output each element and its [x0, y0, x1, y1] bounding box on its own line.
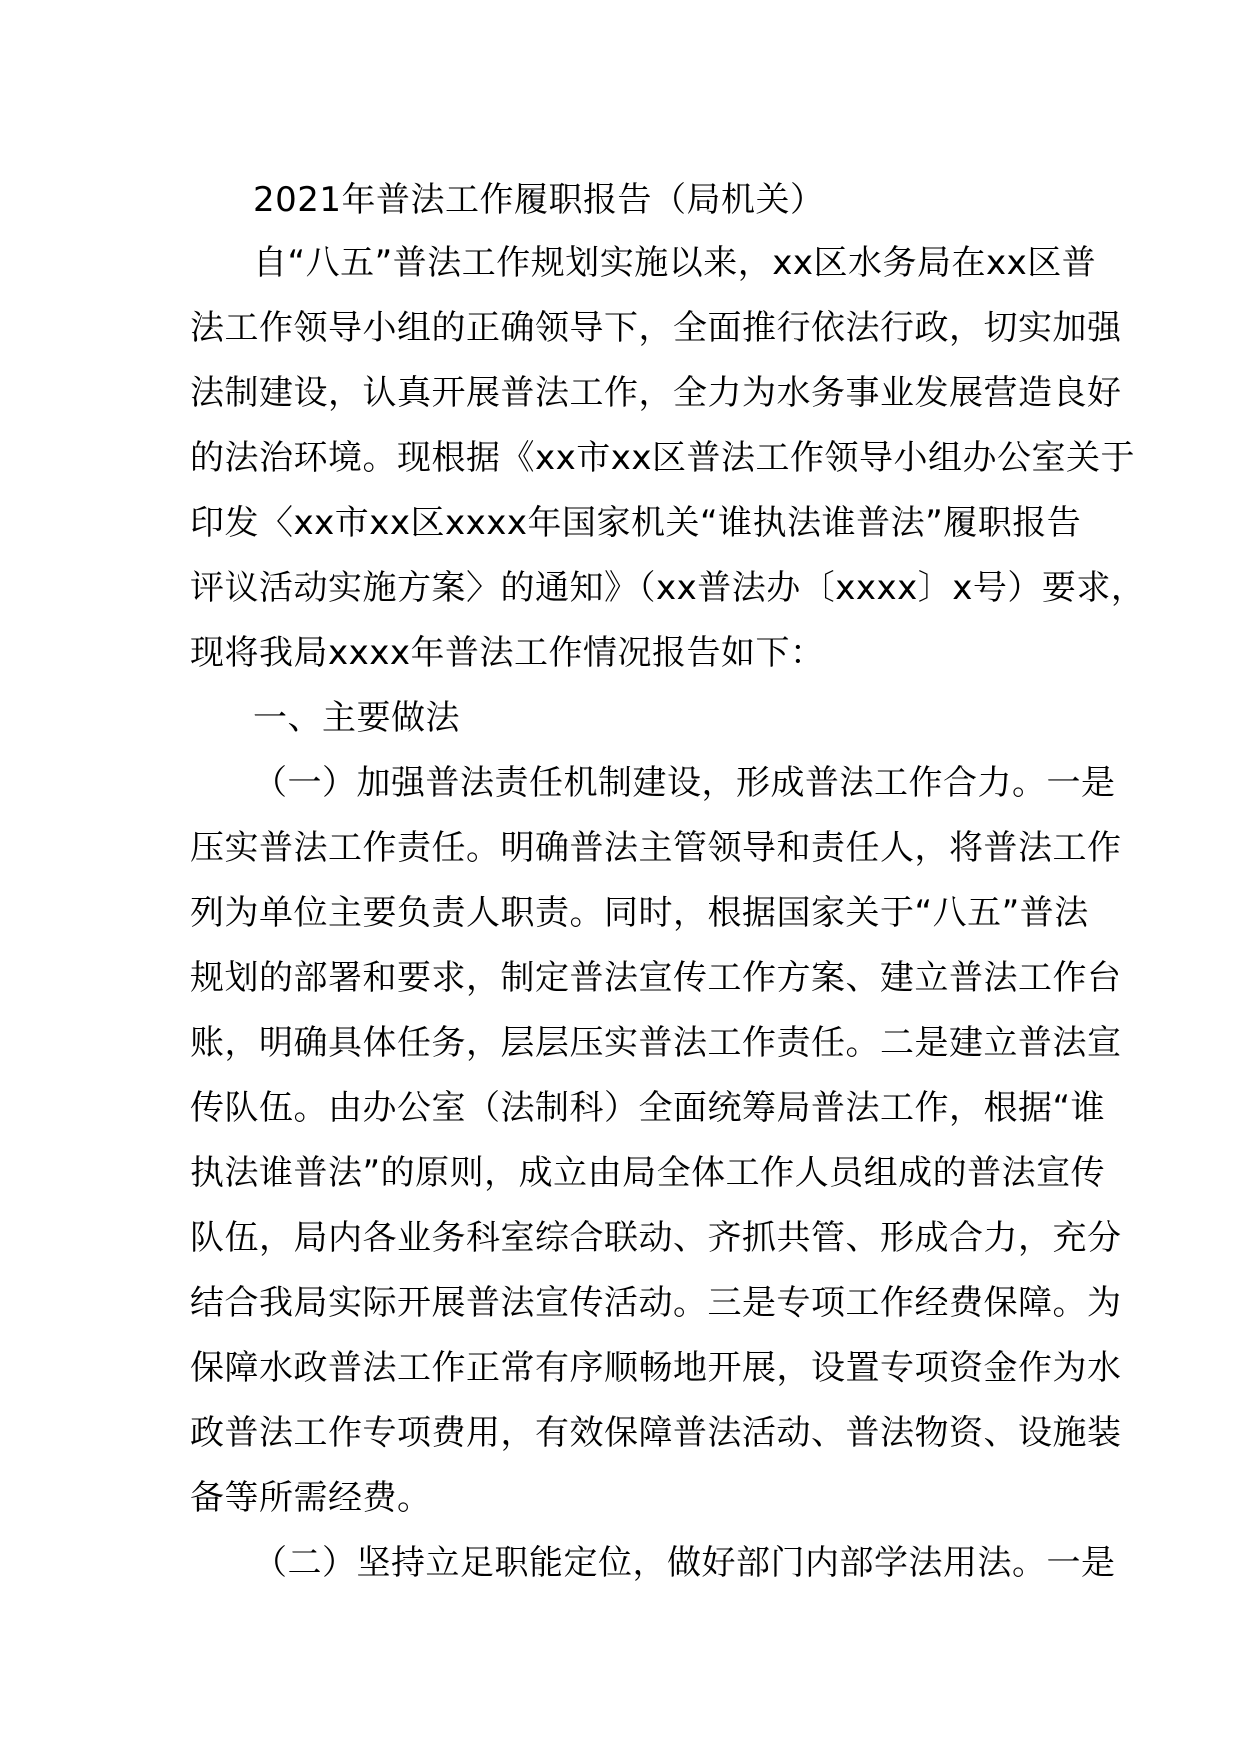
- paragraph-line: 执法谁普法”的原则，成立由局全体工作人员组成的普法宣传: [190, 1153, 1106, 1193]
- paragraph-line: 保障水政普法工作正常有序顺畅地开展，设置专项资金作为水: [190, 1348, 1122, 1388]
- paragraph-line: 备等所需经费。: [190, 1478, 432, 1518]
- document-title: 2021年普法工作履职报告（局机关）: [253, 180, 825, 220]
- paragraph-line: 传队伍。由办公室（法制科）全面统筹局普法工作，根据“谁: [190, 1088, 1106, 1128]
- paragraph-line: 压实普法工作责任。明确普法主管领导和责任人，将普法工作: [190, 828, 1122, 868]
- paragraph-line: 列为单位主要负责人职责。同时，根据国家关于“八五”普法: [190, 893, 1089, 933]
- paragraph-line: 队伍，局内各业务科室综合联动、齐抓共管、形成合力，充分: [190, 1218, 1122, 1258]
- paragraph-line: 政普法工作专项费用，有效保障普法活动、普法物资、设施装: [190, 1413, 1122, 1453]
- paragraph-line: 法工作领导小组的正确领导下，全面推行依法行政，切实加强: [190, 308, 1122, 348]
- paragraph-line: 现将我局xxxx年普法工作情况报告如下：: [190, 633, 825, 673]
- paragraph-line: 规划的部署和要求，制定普法宣传工作方案、建立普法工作台: [190, 958, 1122, 998]
- paragraph-line: 印发〈xx市xx区xxxx年国家机关“谁执法谁普法”履职报告: [190, 503, 1082, 543]
- paragraph-line: 账，明确具体任务，层层压实普法工作责任。二是建立普法宣: [190, 1023, 1122, 1063]
- section-heading: 一、主要做法: [253, 698, 460, 738]
- paragraph-line: （二）坚持立足职能定位，做好部门内部学法用法。一是: [253, 1543, 1116, 1583]
- paragraph-line: 的法治环境。现根据《xx市xx区普法工作领导小组办公室关于: [190, 438, 1135, 478]
- paragraph-line: 法制建设，认真开展普法工作，全力为水务事业发展营造良好: [190, 373, 1122, 413]
- paragraph-line: 评议活动实施方案〉的通知》（xx普法办〔xxxx〕x号）要求，: [190, 568, 1146, 608]
- paragraph-line: 结合我局实际开展普法宣传活动。三是专项工作经费保障。为: [190, 1283, 1122, 1323]
- paragraph-line: 自“八五”普法工作规划实施以来，xx区水务局在xx区普: [253, 243, 1097, 283]
- paragraph-line: （一）加强普法责任机制建设，形成普法工作合力。一是: [253, 763, 1116, 803]
